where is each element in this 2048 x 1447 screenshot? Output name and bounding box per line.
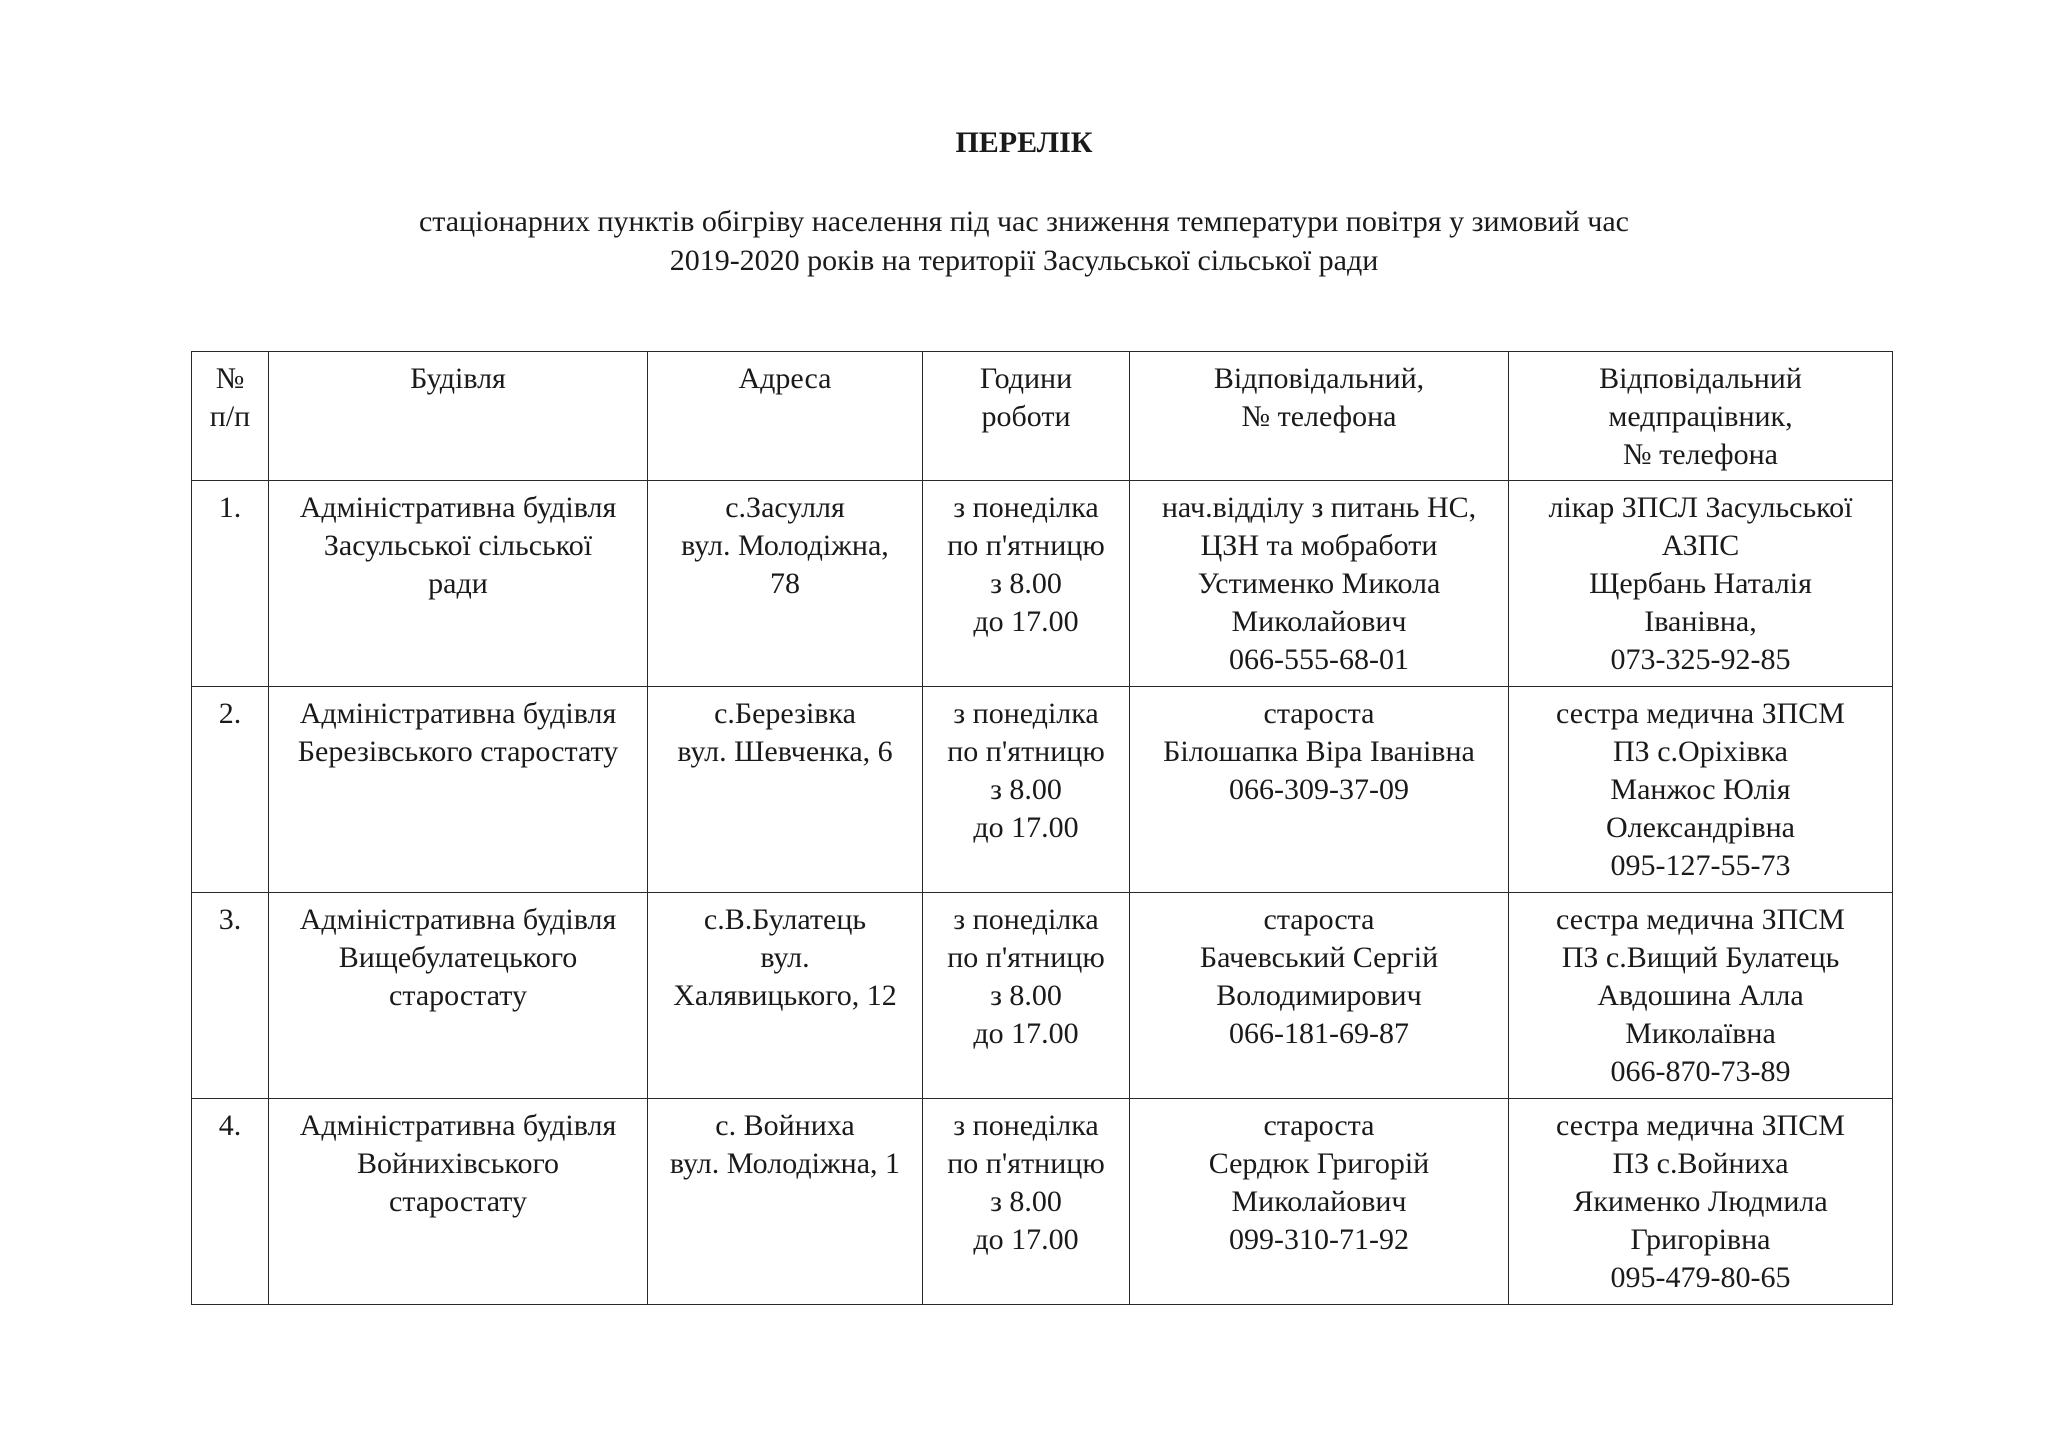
cell-building: Адміністративна будівля Засульської сільської ради [269,481,648,687]
cell-medic: сестра медична ЗПСМ ПЗ с.Войниха Якименко Людмила Григорівна 095-479-80-65 [1509,1099,1893,1305]
subtitle-line: стаціонарних пунктів обігріву населення під час зниження температури повітря у зимовий час [418,205,1629,238]
document-title: ПЕРЕЛІК [955,126,1093,159]
header-responsible: Відповідальний, № телефона [1130,352,1509,481]
cell-medic: сестра медична ЗПСМ ПЗ с.Вищий Булатець Авдошина Алла Миколаївна 066-870-73-89 [1509,893,1893,1099]
cell-medic: лікар ЗПСЛ Засульської АЗПС Щербань Наталія Іванівна, 073-325-92-85 [1509,481,1893,687]
cell-address: с. Войниха вул. Молодіжна, 1 [648,1099,923,1305]
header-hours: Години роботи [923,352,1130,481]
cell-address: с.Засулля вул. Молодіжна, 78 [648,481,923,687]
heating-points-table [191,351,1893,1305]
table-header-row [192,352,1893,481]
cell-number: 3. [192,893,269,1099]
cell-hours: з понеділка по п'ятницю з 8.00 до 17.00 [923,481,1130,687]
cell-hours: з понеділка по п'ятницю з 8.00 до 17.00 [923,687,1130,893]
cell-responsible: староста Сердюк Григорій Миколайович 099-310-71-92 [1130,1099,1509,1305]
cell-number: 2. [192,687,269,893]
cell-medic: сестра медична ЗПСМ ПЗ с.Оріхівка Манжос Юлія Олександрівна 095-127-55-73 [1509,687,1893,893]
table-row [192,893,1893,1099]
cell-number: 1. [192,481,269,687]
cell-address: с.Березівка вул. Шевченка, 6 [648,687,923,893]
cell-responsible: староста Білошапка Віра Іванівна 066-309-37-09 [1130,687,1509,893]
cell-building: Адміністративна будівля Березівського старостату [269,687,648,893]
cell-number: 4. [192,1099,269,1305]
document-subtitle [0,202,2048,280]
header-building: Будівля [269,352,648,481]
table-row [192,687,1893,893]
table-row [192,481,1893,687]
cell-responsible: нач.відділу з питань НС, ЦЗН та мобработи Устименко Микола Миколайович 066-555-68-01 [1130,481,1509,687]
cell-building: Адміністративна будівля Вищебулатецького старостату [269,893,648,1099]
cell-hours: з понеділка по п'ятницю з 8.00 до 17.00 [923,1099,1130,1305]
table-row [192,1099,1893,1305]
header-medic: Відповідальний медпрацівник, № телефона [1509,352,1893,481]
cell-responsible: староста Бачевський Сергій Володимирович 066-181-69-87 [1130,893,1509,1099]
subtitle-line: 2019-2020 років на території Засульської сільської ради [669,244,1379,277]
header-number: № п/п [192,352,269,481]
cell-building: Адміністративна будівля Войнихівського старостату [269,1099,648,1305]
header-address: Адреса [648,352,923,481]
cell-address: с.В.Булатець вул. Халявицького, 12 [648,893,923,1099]
cell-hours: з понеділка по п'ятницю з 8.00 до 17.00 [923,893,1130,1099]
